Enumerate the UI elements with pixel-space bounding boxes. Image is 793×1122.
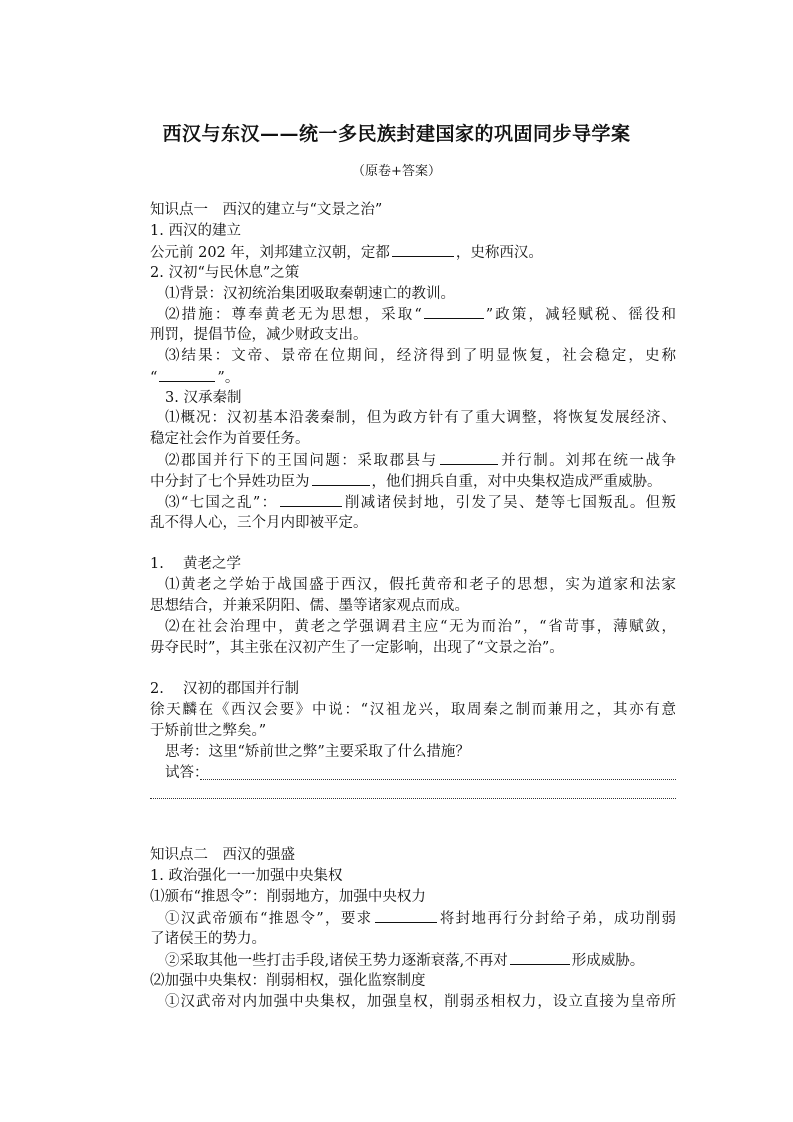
subheading: 1. 政治强化一一加强中央集权 — [150, 868, 343, 884]
paragraph-line: ①汉武帝颁布“推恩令”，要求 将封地再行分封给子弟，成功削弱 — [165, 908, 676, 928]
paragraph-line: ⑵郡国并行下的王国问题：采取郡县与 并行制。刘邦在统一战争 — [165, 450, 676, 470]
paragraph-line: ⑴背景：汉初统治集团吸取秦朝速亡的教训。 — [165, 286, 455, 302]
paragraph-line: 刑罚，提倡节俭，减少财政支出。 — [150, 327, 368, 343]
paragraph-line: ⑶结果：文帝、景帝在位期间，经济得到了明显恢复，社会稳定，史称 — [165, 348, 676, 364]
subheading: 3. 汉承秦制 — [165, 390, 242, 406]
subheading: 1. 西汉的建立 — [150, 223, 241, 239]
fill-blank[interactable] — [280, 492, 342, 507]
fill-blank[interactable] — [312, 471, 370, 486]
paragraph-line: ⑴黄老之学始于战国盛于西汉，假托黄帝和老子的思想，实为道家和法家 — [165, 577, 676, 593]
document-subtitle: （原卷+答案） — [352, 164, 441, 179]
section-heading-1: 知识点一 西汉的建立与“文景之治” — [150, 202, 383, 218]
fill-blank[interactable] — [159, 367, 215, 382]
paragraph-line: ⑵措施：尊奉黄老无为思想，采取“ ”政策，减轻赋税、徭役和 — [165, 304, 676, 324]
paragraph-line: “ ”。 — [150, 367, 676, 387]
paragraph-line: 中分封了七个异姓功臣为 ，他们拥兵自重，对中央集权造成严重威胁。 — [150, 471, 676, 491]
fill-blank[interactable] — [392, 242, 454, 257]
paragraph-line: 思想结合，并兼采阴阳、儒、墨等诸家观点而成。 — [150, 598, 469, 614]
paragraph-line: 毋夺民时”，其主张在汉初产生了一定影响，出现了“文景之治”。 — [150, 640, 564, 656]
answer-line[interactable] — [150, 798, 676, 799]
document-title: 西汉与东汉——统一多民族封建国家的巩固同步导学案 — [162, 123, 631, 145]
paragraph-line: ②采取其他一些打击手段,诸侯王势力逐渐衰落,不再对 形成威胁。 — [165, 950, 676, 970]
answer-label: 试答： — [165, 765, 209, 781]
paragraph-line: 稳定社会作为首要任务。 — [150, 431, 310, 447]
paragraph-line: 乱不得人心，三个月内即被平定。 — [150, 515, 368, 531]
paragraph-line: 了诸侯王的势力。 — [150, 931, 266, 947]
paragraph-line: ⑴概况：汉初基本沿袭秦制，但为政方针有了重大调整，将恢复发展经济、 — [165, 410, 676, 426]
fill-blank[interactable] — [510, 950, 570, 965]
fill-blank[interactable] — [424, 304, 484, 319]
paragraph-line: 公元前 202 年，刘邦建立汉朝，定都 ，史称西汉。 — [150, 242, 676, 262]
paragraph-line: ①汉武帝对内加强中央集权，加强皇权，削弱丞相权力，设立直接为皇帝所 — [165, 994, 676, 1010]
paragraph-line: ⑵加强中央集权：削弱相权，强化监察制度 — [150, 973, 426, 989]
paragraph-line: ⑶“七国之乱”： 削减诸侯封地，引发了吴、楚等七国叛乱。但叛 — [165, 492, 676, 512]
subheading: 1. 黄老之学 — [150, 556, 241, 572]
fill-blank[interactable] — [375, 908, 437, 923]
paragraph-line: 徐天麟在《西汉会要》中说：“汉祖龙兴，取周秦之制而兼用之，其亦有意 — [150, 702, 676, 718]
paragraph-line: 于矫前世之弊矣。” — [150, 723, 267, 739]
answer-line[interactable] — [200, 779, 676, 780]
fill-blank[interactable] — [440, 450, 498, 465]
subheading: 2. 汉初的郡国并行制 — [150, 681, 299, 697]
paragraph-line: ⑵在社会治理中，黄老之学强调君主应“无为而治”，“省苛事，薄赋敛， — [165, 619, 676, 635]
section-heading-2: 知识点二 西汉的强盛 — [150, 847, 295, 863]
question-line: 思考：这里“矫前世之弊”主要采取了什么措施？ — [165, 744, 470, 760]
subheading: 2. 汉初“与民休息”之策 — [150, 265, 300, 281]
paragraph-line: ⑴颁布“推恩令”：削弱地方，加强中央权力 — [150, 889, 426, 905]
